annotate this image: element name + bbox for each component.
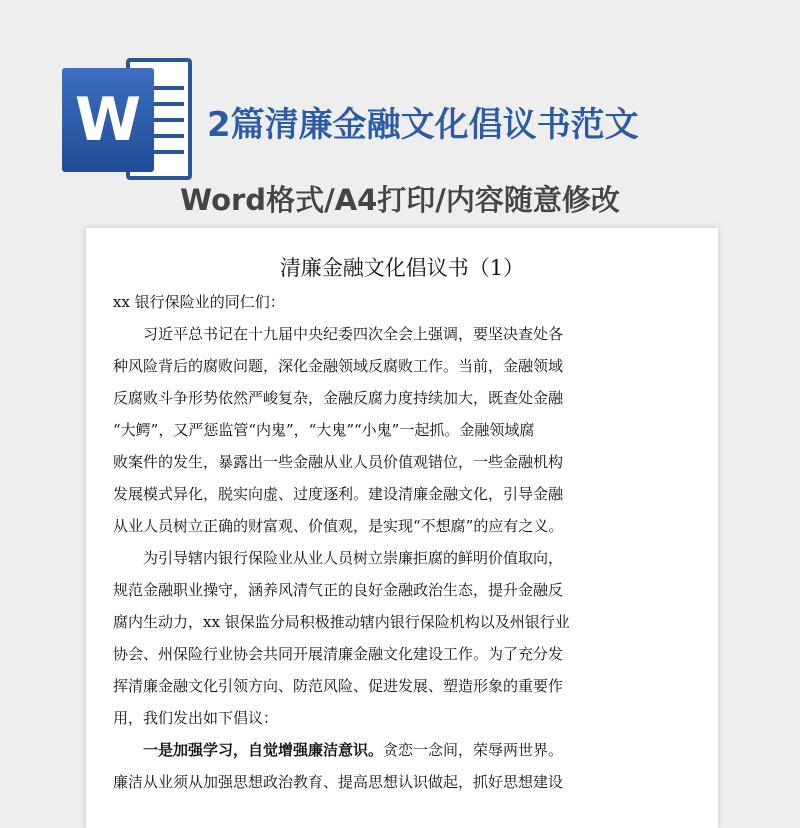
document-title: 清廉金融文化倡议书（1） — [279, 256, 525, 280]
paragraph-line: 从业人员树立正确的财富观、价值观，是实现“不想腐”的应有之义。 — [113, 517, 564, 535]
banner — [0, 0, 800, 235]
paragraph-line: 协会、州保险行业协会共同开展清廉金融文化建设工作。为了充分发 — [113, 645, 564, 663]
paragraph-line: 习近平总书记在十九届中央纪委四次全会上强调，要坚决查处各 — [143, 325, 564, 343]
word-w-badge: W — [62, 68, 154, 172]
paragraph-line: 挥清廉金融文化引领方向、防范风险、促进发展、塑造形象的重要作 — [113, 677, 564, 695]
paragraph-line: 廉洁从业须从加强思想政治教育、提高思想认识做起，抓好思想建设 — [113, 773, 564, 791]
paragraph-line: 规范金融职业操守，涵养风清气正的良好金融政治生态，提升金融反 — [113, 581, 564, 599]
paragraph-line: “大鳄”，又严惩监管“内鬼”，“大鬼”“小鬼”一起抓。金融领域腐 — [113, 421, 535, 439]
paragraph-line: 反腐败斗争形势依然严峻复杂，金融反腐力度持续加大，既查处金融 — [113, 389, 564, 407]
paragraph-line: 发展模式异化，脱实向虚、过度逐利。建设清廉金融文化，引导金融 — [113, 485, 564, 503]
paragraph-line: 用，我们发出如下倡议： — [113, 709, 279, 727]
subtitle: Word格式/A4打印/内容随意修改 — [180, 183, 620, 217]
paragraph-line: 败案件的发生，暴露出一些金融从业人员价值观错位，一些金融机构 — [113, 453, 564, 471]
point-one-text: 贪恋一念间，荣辱两世界。 — [383, 741, 564, 759]
document-page — [86, 228, 718, 828]
point-one-line — [143, 740, 563, 760]
paragraph-line: 种风险背后的腐败问题，深化金融领域反腐败工作。当前，金融领域 — [113, 357, 564, 375]
main-title: 2篇清廉金融文化倡议书范文 — [207, 105, 639, 145]
paragraph-line: 腐内生动力，xx 银保监分局积极推动辖内银行保险机构以及州银行业 — [113, 613, 570, 631]
point-one-heading: 一是加强学习，自觉增强廉洁意识。 — [143, 741, 384, 759]
word-logo-icon — [62, 58, 194, 180]
greeting: xx 银行保险业的同仁们： — [113, 293, 285, 311]
paragraph-line: 为引导辖内银行保险业从业人员树立崇廉拒腐的鲜明价值取向， — [143, 549, 564, 567]
